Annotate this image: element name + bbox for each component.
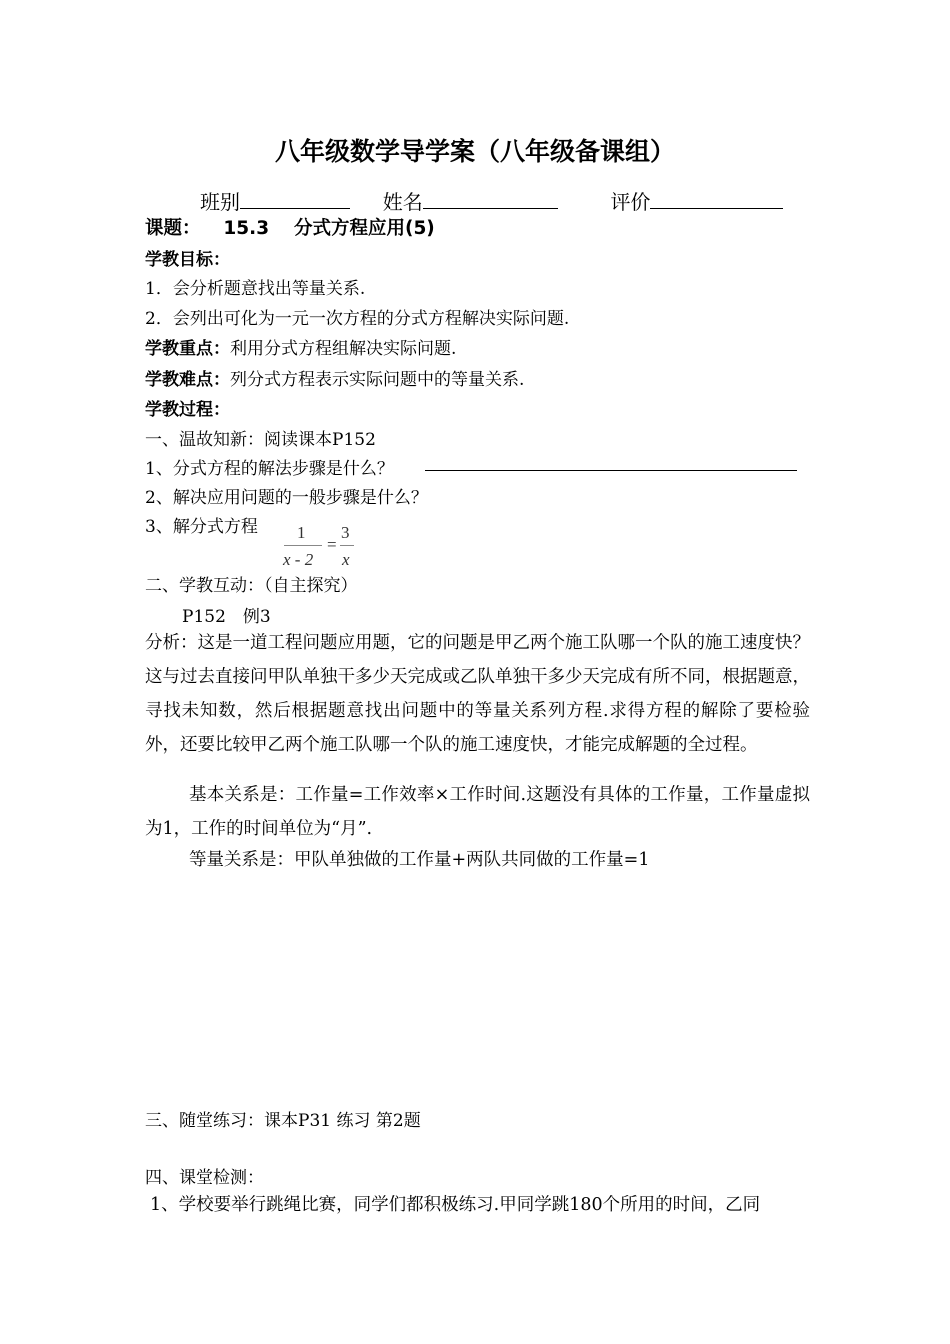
key-point-label: 学教重点： (145, 339, 230, 359)
key-point-text: 利用分式方程组解决实际问题. (230, 339, 457, 359)
test-heading: 四、课堂检测： (145, 1168, 264, 1188)
objectives-heading: 学教目标： (145, 250, 230, 270)
question-3: 3、解分式方程 (145, 517, 258, 537)
name-label: 姓名 (382, 190, 423, 214)
difficulty-label: 学教难点： (145, 370, 230, 390)
equation-equals: = (327, 535, 337, 554)
test-question-1: 1、学校要举行跳绳比赛，同学们都积极练习.甲同学跳180个所用的时间，乙同 (150, 1195, 761, 1215)
rating-label: 评价 (610, 190, 651, 214)
answer-line[interactable] (425, 470, 797, 471)
interaction-heading: 二、学教互动：（自主探究） (145, 576, 358, 596)
analysis-paragraph: 分析：这是一道工程问题应用题，它的问题是甲乙两个施工队哪一个队的施工速度快？这与过去直接问甲队单独干多少天完成或乙队单独干多少天完成有所不同，根据题意，寻找未知数，然后根据题意找出问题中的等量关系列方程.求得方程的解除了要检验外，还要比较甲乙两个施工队哪一个队的施工速度快，才能完成解题的全过程。 (145, 633, 810, 755)
rating-field[interactable] (650, 188, 783, 209)
topic-line (145, 214, 435, 240)
equation-numerator-left: 1 (297, 523, 306, 542)
topic-label: 课题： (145, 218, 201, 239)
fraction-bar-left (284, 545, 322, 546)
topic-name: 分式方程应用(5) (293, 218, 435, 239)
objective-item: 1．会分析题意找出等量关系. (145, 279, 366, 299)
name-field[interactable] (423, 188, 558, 209)
difficulty-text: 列分式方程表示实际问题中的等量关系. (230, 370, 525, 390)
topic-number: 15.3 (223, 218, 270, 239)
question-2: 2、解决应用问题的一般步骤是什么？ (145, 488, 428, 508)
question-1: 1、分式方程的解法步骤是什么？ (145, 459, 394, 479)
equation-denominator-right: x (342, 550, 350, 569)
example-ref: P152 例3 (182, 607, 271, 627)
equation-denominator-left: x - 2 (283, 550, 314, 569)
process-heading: 学教过程： (145, 400, 230, 420)
basic-relation-paragraph: 基本关系是：工作量=工作效率×工作时间.这题没有具体的工作量，工作量虚拟为1，工作的时间单位为“月”. (145, 785, 810, 839)
fraction-bar-right (340, 545, 354, 546)
class-label: 班别 (200, 190, 240, 214)
key-point (145, 334, 456, 359)
review-line: 一、温故知新：阅读课本P152 (145, 430, 376, 450)
objective-item: 2．会列出可化为一元一次方程的分式方程解决实际问题. (145, 309, 570, 329)
difficulty (145, 365, 524, 390)
practice-line: 三、随堂练习：课本P31 练习 第2题 (145, 1111, 421, 1131)
equal-relation: 等量关系是：甲队单独做的工作量+两队共同做的工作量=1 (189, 850, 650, 870)
page-title: 八年级数学导学案（八年级备课组） (274, 137, 675, 166)
equation-numerator-right: 3 (341, 523, 350, 542)
student-info-row (200, 186, 783, 215)
class-field[interactable] (240, 188, 350, 209)
